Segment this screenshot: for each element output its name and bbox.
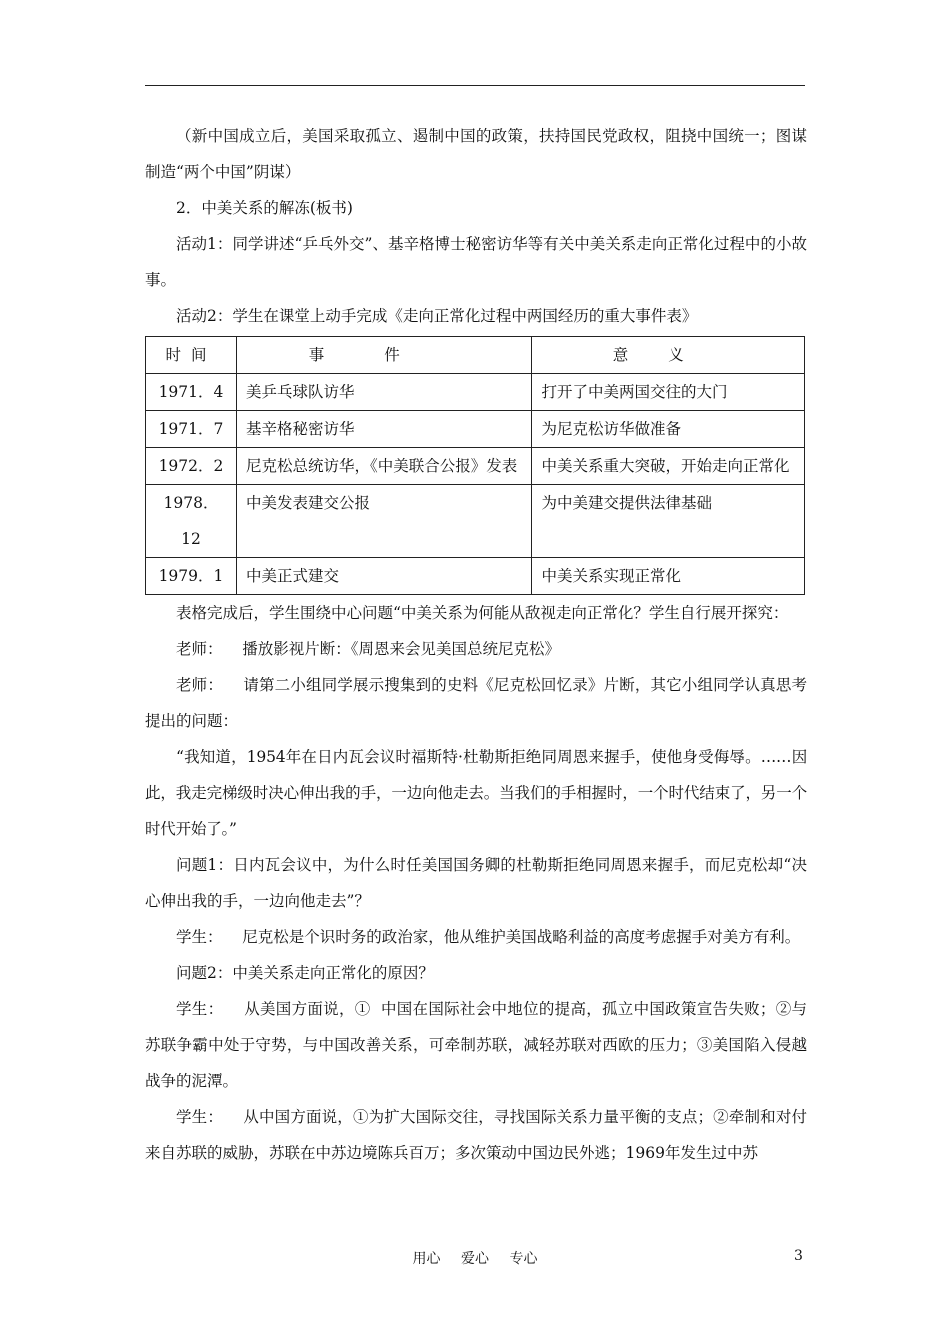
table-cell-significance: 为中美建交提供法律基础 (532, 485, 805, 558)
table-cell-significance: 中美关系重大突破，开始走向正常化 (532, 448, 805, 485)
table-row (146, 448, 805, 485)
table-cell-significance: 中美关系实现正常化 (532, 558, 805, 595)
document-body (145, 118, 807, 1171)
paragraph: 表格完成后，学生围绕中心问题“中美关系为何能从敌视走向正常化？学生自行展开探究： (176, 604, 789, 622)
table-cell-time: 1971．7 (146, 411, 237, 448)
table-cell-time: 1979．1 (146, 558, 237, 595)
table-cell-event: 尼克松总统访华，《中美联合公报》发表 (236, 448, 532, 485)
table-cell-event: 中美正式建交 (236, 558, 532, 595)
table-row (146, 374, 805, 411)
student-answer: 学生： 尼克松是个识时务的政治家，他从维护美国战略利益的高度考虑握手对美方有利。 (176, 928, 801, 946)
table-row (146, 485, 805, 558)
table-cell-event: 基辛格秘密访华 (236, 411, 532, 448)
table-cell-time: 1971．4 (146, 374, 237, 411)
table-cell-time: 1978．12 (146, 485, 237, 558)
teacher-line: 老师： 请第二小组同学展示搜集到的史料《尼克松回忆录》片断，其它小组同学认真思考提出的问题： (145, 676, 807, 730)
paragraph: （新中国成立后，美国采取孤立、遏制中国的政策，扶持国民党政权，阻挠中国统一；图谋制造“两个中国”阴谋） (145, 127, 807, 181)
teacher-line: 老师： 播放影视片断：《周恩来会见美国总统尼克松》 (176, 640, 560, 658)
table-row (146, 411, 805, 448)
events-table (145, 336, 805, 595)
table-row (146, 558, 805, 595)
footer-motto: 用心 爱心 专心 (412, 1251, 538, 1267)
paragraph: 活动1：同学讲述“乒乓外交”、基辛格博士秘密访华等有关中美关系走向正常化过程中的小故事。 (145, 235, 807, 289)
question: 问题2：中美关系走向正常化的原因？ (176, 964, 434, 982)
table-cell-time: 1972．2 (146, 448, 237, 485)
page-number: 3 (794, 1248, 803, 1264)
header-rule (145, 85, 805, 86)
student-answer: 学生： 从中国方面说，①为扩大国际交往，寻找国际关系力量平衡的支点；②牵制和对付来自苏联的威胁，苏联在中苏边境陈兵百万；多次策动中国边民外逃；1969年发生过中苏 (145, 1108, 807, 1162)
paragraph: 活动2：学生在课堂上动手完成《走向正常化过程中两国经历的重大事件表》 (176, 307, 698, 325)
table-cell-significance: 为尼克松访华做准备 (532, 411, 805, 448)
column-header-significance: 意义 (532, 337, 805, 374)
table-cell-significance: 打开了中美两国交往的大门 (532, 374, 805, 411)
column-header-event: 事件 (236, 337, 532, 374)
student-answer: 学生： 从美国方面说，① 中国在国际社会中地位的提高，孤立中国政策宣告失败；②与苏联争霸中处于守势，与中国改善关系，可牵制苏联，减轻苏联对西欧的压力；③美国陷入侵越战争的泥潭。 (145, 1000, 807, 1090)
table-cell-event: 中美发表建交公报 (236, 485, 532, 558)
table-header-row (146, 337, 805, 374)
column-header-time: 时间 (146, 337, 237, 374)
section-heading: 2．中美关系的解冻(板书) (176, 199, 353, 217)
quotation: “我知道，1954年在日内瓦会议时福斯特·杜勒斯拒绝同周恩来握手，使他身受侮辱。……因此，我走完梯级时决心伸出我的手，一边向他走去。当我们的手相握时，一个时代结束了，另一个时代开始了。” (145, 748, 807, 838)
table-cell-event: 美乒乓球队访华 (236, 374, 532, 411)
question: 问题1：日内瓦会议中，为什么时任美国国务卿的杜勒斯拒绝同周恩来握手，而尼克松却“决心伸出我的手，一边向他走去”？ (145, 856, 807, 910)
